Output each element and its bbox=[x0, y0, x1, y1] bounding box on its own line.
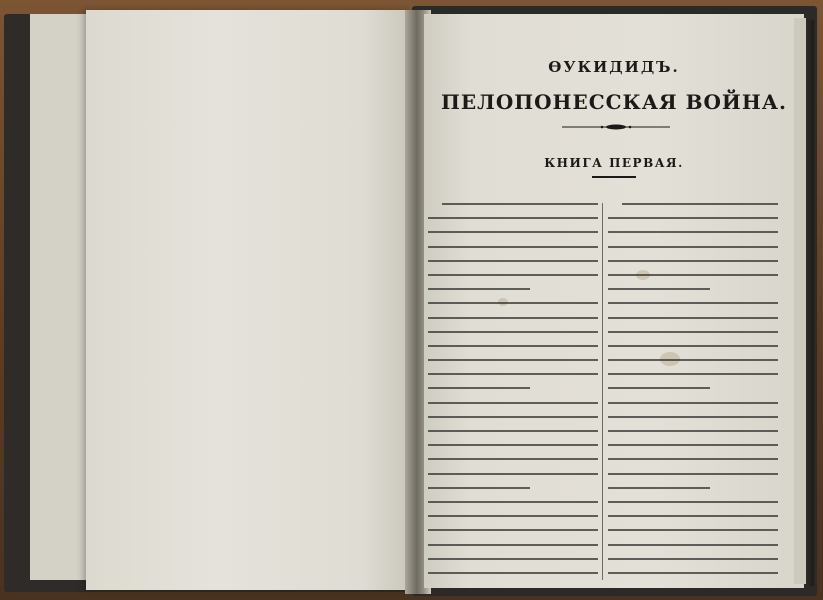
text-line bbox=[608, 387, 710, 389]
text-line bbox=[608, 544, 778, 546]
text-line bbox=[428, 246, 598, 248]
text-line bbox=[428, 473, 598, 475]
decorative-rule-icon bbox=[562, 124, 670, 130]
text-line bbox=[608, 260, 778, 262]
text-line bbox=[428, 317, 598, 319]
text-line bbox=[428, 373, 598, 375]
text-column-right bbox=[608, 203, 778, 583]
text-line bbox=[428, 544, 598, 546]
text-line bbox=[608, 288, 710, 290]
text-line bbox=[428, 515, 598, 517]
text-line bbox=[608, 473, 778, 475]
text-line bbox=[608, 217, 778, 219]
text-line bbox=[608, 274, 778, 276]
text-line bbox=[428, 430, 598, 432]
text-line bbox=[608, 515, 778, 517]
text-line bbox=[608, 444, 778, 446]
text-line bbox=[608, 317, 778, 319]
text-line bbox=[428, 217, 598, 219]
book-heading: КНИГА ПЕРВАЯ. bbox=[544, 156, 684, 170]
text-line bbox=[428, 345, 598, 347]
text-line bbox=[428, 444, 598, 446]
text-line bbox=[428, 302, 598, 304]
text-line bbox=[608, 572, 778, 574]
text-line bbox=[608, 373, 778, 375]
text-line bbox=[608, 416, 778, 418]
text-line bbox=[442, 203, 598, 205]
text-line bbox=[608, 487, 710, 489]
column-divider bbox=[602, 203, 603, 580]
text-column-left bbox=[428, 203, 598, 583]
text-line bbox=[428, 274, 598, 276]
text-line bbox=[428, 501, 598, 503]
text-line bbox=[428, 231, 598, 233]
author-heading: ѲУКИДИДЪ. bbox=[548, 58, 680, 76]
text-line bbox=[608, 501, 778, 503]
text-line bbox=[608, 331, 778, 333]
text-line bbox=[608, 302, 778, 304]
text-line bbox=[428, 416, 598, 418]
text-line bbox=[608, 430, 778, 432]
text-line bbox=[428, 387, 530, 389]
text-line bbox=[608, 231, 778, 233]
text-line bbox=[428, 458, 598, 460]
text-line bbox=[428, 402, 598, 404]
text-line bbox=[608, 529, 778, 531]
text-line bbox=[428, 558, 598, 560]
text-line bbox=[428, 359, 598, 361]
text-line bbox=[428, 487, 530, 489]
text-line bbox=[428, 529, 598, 531]
text-line bbox=[608, 558, 778, 560]
page-title: ПЕЛОПОНЕССКАЯ ВОЙНА. bbox=[441, 90, 787, 114]
text-line bbox=[428, 331, 598, 333]
text-line bbox=[622, 203, 778, 205]
text-line bbox=[608, 246, 778, 248]
text-line bbox=[428, 572, 598, 574]
text-line bbox=[428, 260, 598, 262]
left-page-blank bbox=[86, 10, 412, 590]
text-line bbox=[608, 345, 778, 347]
text-line bbox=[608, 402, 778, 404]
text-line bbox=[608, 359, 778, 361]
text-line bbox=[608, 458, 778, 460]
heading-rule bbox=[592, 176, 636, 178]
text-line bbox=[428, 288, 530, 290]
